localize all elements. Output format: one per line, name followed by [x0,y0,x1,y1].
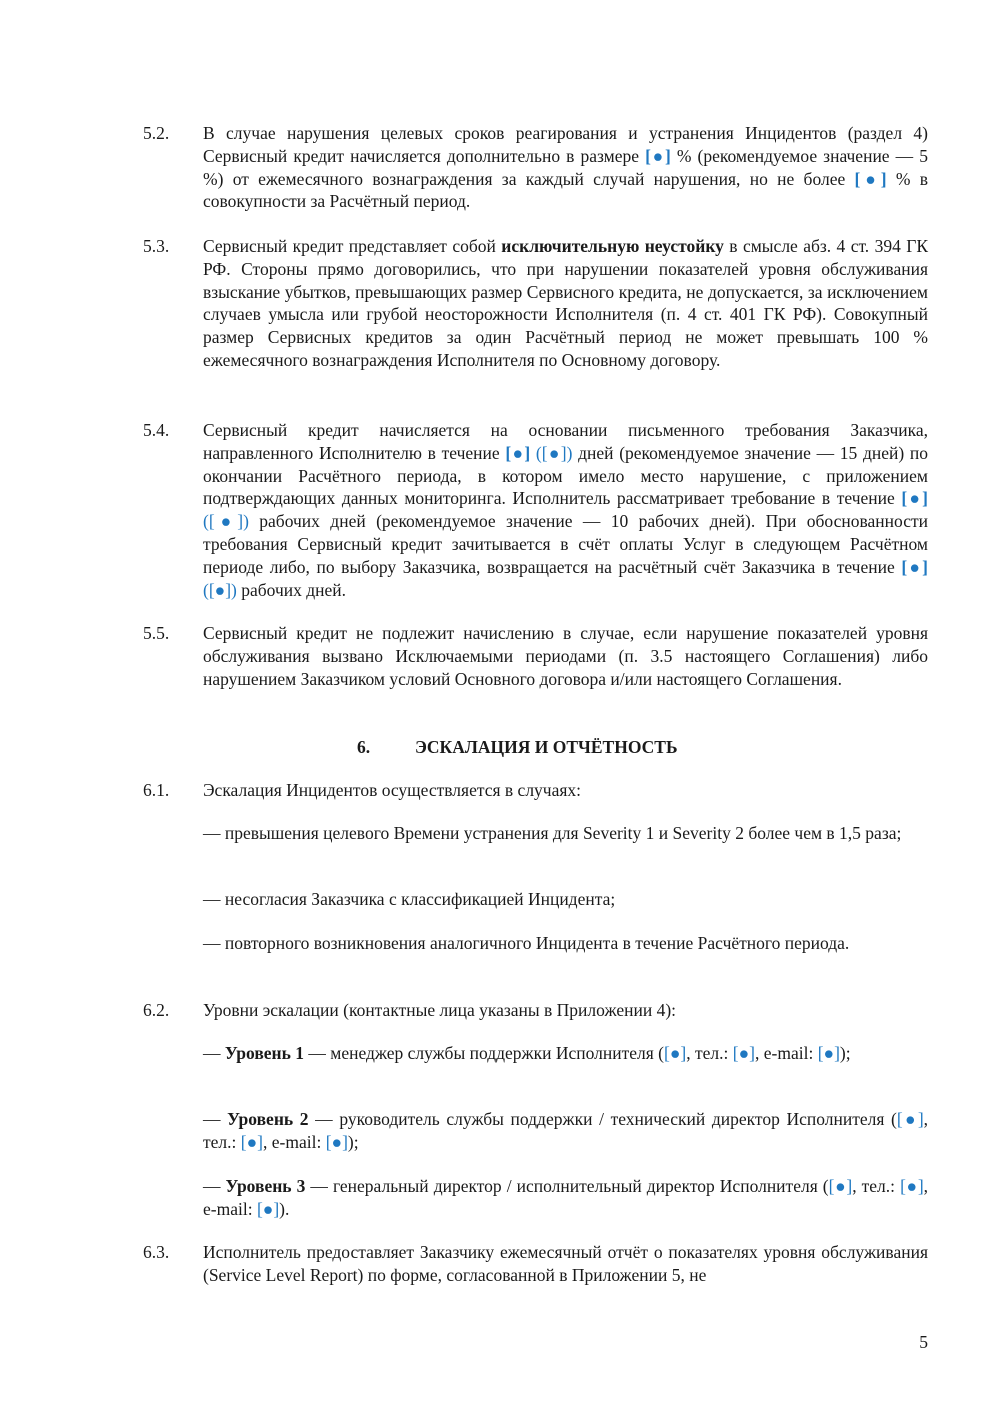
clause-text [203,235,928,372]
placeholder-field[interactable]: [●] [896,1109,924,1129]
text-fragment: рабочих дней. [236,579,347,600]
placeholder-field[interactable]: [●] [854,168,887,189]
clause-5-2 [143,122,928,213]
list-item: — повторного возникновения аналогичного Инцидента в течение Расчётного периода. [203,933,850,953]
placeholder-field[interactable]: [●] [256,1198,280,1219]
clause-number: 5.4. [143,420,170,440]
placeholder-field[interactable]: [●] [732,1043,755,1063]
clause-text [203,419,928,601]
text-fragment: % (рекомендуемое значение — 5 %) от ежемесячного вознаграждения за каждый случай нарушения, но не более [203,145,928,189]
page-number: 5 [919,1332,928,1352]
clause-number: 6.3. [143,1242,170,1262]
text-fragment: рабочих дней (рекомендуемое значение — 10 рабочих дней). При обоснованности требования Сервисный кредит зачитывается в счёт оплаты Услуг в следующем Расчётном периоде либо, по выбору Заказчика, возвращается на расчётный счёт Заказчика в течение [203,511,928,577]
clause-number: 6.1. [143,780,170,800]
clause-text: Сервисный кредит не подлежит начислению в случае, если нарушение показателей уровня обслуживания вызвано Исключаемыми периодами (п. 3.5 настоящего Соглашения) либо нарушением Заказчиком условий Основного договора и/или настоящего Соглашения. [203,623,928,689]
placeholder-field[interactable]: [●] [325,1131,348,1152]
escalation-level-2: — Уровень 2 — руководитель службы поддержки / технический директор Исполнителя ([●], тел.: [●], e-mail: [●]); [203,1109,929,1152]
escalation-level-1: — Уровень 1 — менеджер службы поддержки Исполнителя ([●], тел.: [●], e-mail: [●]); [203,1043,851,1063]
placeholder-field[interactable]: [●] [505,442,531,463]
placeholder-field[interactable]: [●] [828,1176,853,1196]
clause-text: Исполнитель предоставляет Заказчику ежемесячный отчёт о показателях уровня обслуживания (Service Level Report) по форме, согласованной в Приложении 5, не [203,1242,928,1285]
clause-text: Уровни эскалации (контактные лица указаны в Приложении 4): [203,1000,677,1020]
placeholder-field[interactable]: [●] [900,1176,924,1196]
section-number: 6. [357,737,371,757]
placeholder-field[interactable]: ([●]) [203,511,249,532]
list-item: — несогласия Заказчика с классификацией Инцидента; [203,889,616,909]
clause-6-1 [143,779,928,802]
text-fragment: дней (рекомендуемое значение — 15 дней) по окончании Расчётного периода, в котором имело место нарушение, с приложением подтверждающих данных мониторинга. Исполнитель рассматривает требование в течение [203,442,928,509]
clause-number: 5.5. [143,623,170,643]
text-fragment: в смысле абз. 4 ст. 394 ГК РФ. Стороны прямо договорились, что при нарушении показателей уровня обслуживания взыскание убытков, превышающих размер Сервисного кредита, не допускается, за исключением случаев умысла или грубой неосторожности Исполнителя (п. 4 ст. 401 ГК РФ). Совокупный размер Сервисных кредитов за один Расчётный период не может превышать 100 % ежемесячного вознаграждения Исполнителя по Основному договору. [203,236,928,370]
escalation-level-3: — Уровень 3 — генеральный директор / исполнительный директор Исполнителя ([●], тел.: [●], e-mail: [●]). [203,1176,929,1219]
placeholder-field[interactable]: ([●]) [535,442,573,463]
placeholder-field[interactable]: [●] [901,556,928,577]
clause-5-5 [143,622,928,690]
text-fragment: В случае нарушения целевых сроков реагирования и устранения Инцидентов (раздел 4) Сервисный кредит начисляется дополнительно в размере [203,123,928,166]
section-title: ЭСКАЛАЦИЯ И ОТЧЁТНОСТЬ [415,737,678,757]
clause-number: 5.3. [143,236,170,256]
placeholder-field[interactable]: [●] [645,145,671,166]
clause-number: 6.2. [143,1000,170,1020]
text-fragment: Сервисный кредит начисляется на основании письменного требования Заказчика, направленного Исполнителю в течение [203,420,928,463]
level-label: Уровень 2 [227,1109,309,1129]
bold-term: исключительную неустойку [501,236,724,256]
clause-6-3 [143,1241,928,1287]
placeholder-field[interactable]: ([●]) [203,579,237,600]
text-fragment: Сервисный кредит представляет собой [203,236,502,256]
level-label: Уровень 3 [225,1176,306,1196]
level-label: Уровень 1 [224,1043,305,1063]
clause-text: Эскалация Инцидентов осуществляется в случаях: [203,780,582,800]
list-item: — превышения целевого Времени устранения для Severity 1 и Severity 2 более чем в 1,5 раза; [203,823,902,843]
placeholder-field[interactable]: [●] [240,1131,263,1152]
placeholder-field[interactable]: [●] [664,1043,687,1063]
placeholder-field[interactable]: [●] [817,1043,840,1063]
placeholder-field[interactable]: [●] [901,488,928,509]
clause-6-2 [143,999,928,1022]
clause-5-4 [143,419,928,601]
clause-text [203,122,928,213]
text-fragment: % в совокупности за Расчётный период. [203,168,929,212]
clause-5-3 [143,235,928,372]
clause-number: 5.2. [143,123,170,143]
